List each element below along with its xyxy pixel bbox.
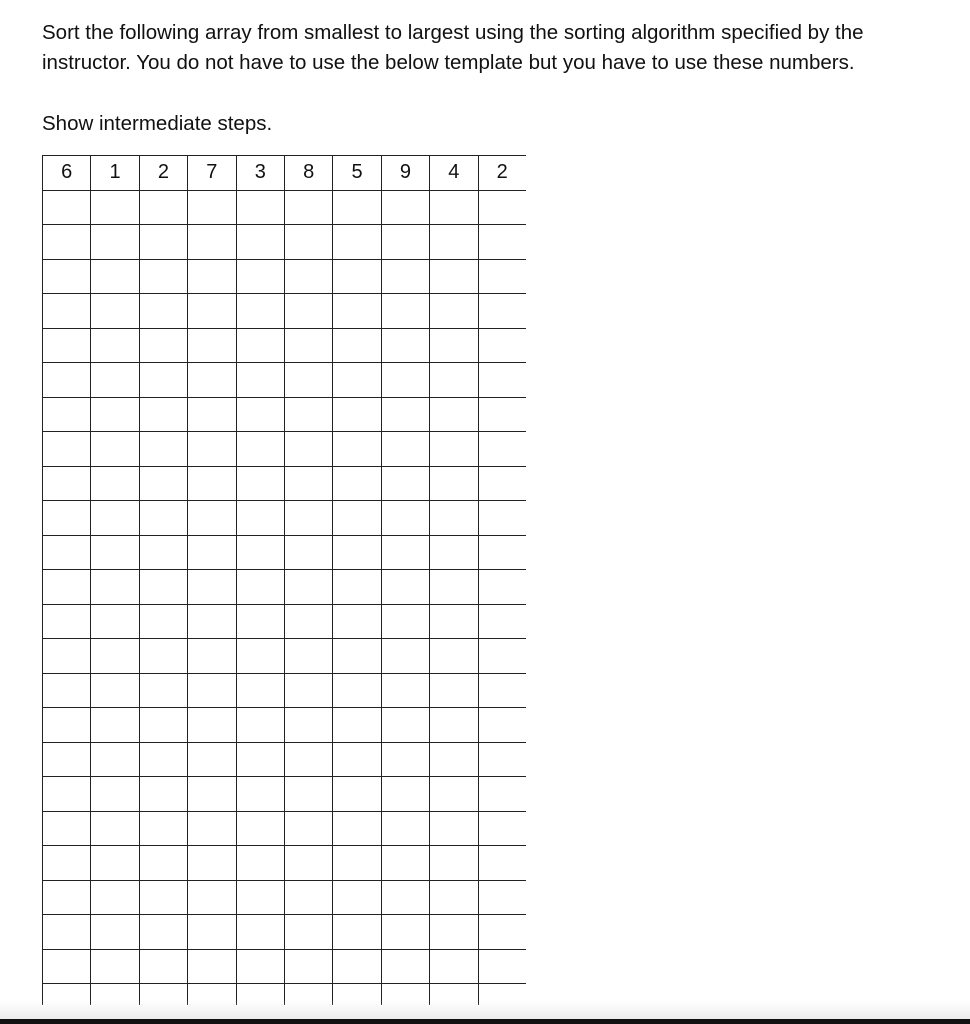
step-cell [333,535,381,570]
step-cell [139,811,187,846]
page-edge-shadow [0,1000,970,1019]
step-cell [284,949,332,984]
step-cell [478,363,526,398]
step-cell [381,708,429,743]
step-cell [139,397,187,432]
step-cell [284,432,332,467]
step-cell [284,190,332,225]
sort-table [42,155,526,1005]
step-cell [188,570,236,605]
step-cell [188,742,236,777]
step-cell [478,466,526,501]
step-cell [381,225,429,260]
step-cell [91,846,139,881]
step-cell [333,466,381,501]
step-cell [430,397,478,432]
step-cell [236,432,284,467]
step-cell [381,466,429,501]
step-cell [236,708,284,743]
step-cell [236,915,284,950]
step-cell [430,604,478,639]
step-cell [430,190,478,225]
step-cell [91,673,139,708]
step-cell [333,708,381,743]
steps-note: Show intermediate steps. [42,112,273,135]
step-cell [381,294,429,329]
step-cell [430,466,478,501]
step-cell [430,639,478,674]
step-cell [284,570,332,605]
step-cell [139,708,187,743]
step-cell [139,328,187,363]
step-cell [188,397,236,432]
step-cell [236,225,284,260]
step-cell [430,328,478,363]
step-cell [478,432,526,467]
array-cell: 2 [139,156,187,191]
step-cell [381,259,429,294]
step-cell [381,604,429,639]
step-cell [43,673,91,708]
step-cell [43,639,91,674]
step-cell [333,673,381,708]
array-cell: 3 [236,156,284,191]
step-cell [333,259,381,294]
step-cell [236,190,284,225]
step-cell [91,328,139,363]
step-cell [236,535,284,570]
step-cell [43,880,91,915]
step-row [43,811,527,846]
step-cell [188,915,236,950]
step-cell [381,777,429,812]
step-cell [333,742,381,777]
step-cell [236,397,284,432]
step-cell [430,501,478,536]
step-cell [139,501,187,536]
step-cell [430,811,478,846]
step-row [43,259,527,294]
step-cell [478,604,526,639]
step-cell [43,363,91,398]
step-cell [188,604,236,639]
step-cell [284,225,332,260]
step-cell [284,328,332,363]
step-cell [478,190,526,225]
step-cell [43,190,91,225]
step-cell [478,777,526,812]
step-cell [381,949,429,984]
step-cell [43,708,91,743]
step-cell [381,397,429,432]
step-row [43,363,527,398]
step-cell [430,363,478,398]
step-cell [236,328,284,363]
step-cell [139,673,187,708]
step-cell [478,570,526,605]
step-cell [284,915,332,950]
instructions-line-1: Sort the following array from smallest to largest using the sorting algorithm specified by the [42,21,864,44]
step-cell [430,880,478,915]
step-cell [91,949,139,984]
step-cell [91,190,139,225]
step-row [43,708,527,743]
step-cell [430,432,478,467]
step-cell [236,604,284,639]
step-cell [430,535,478,570]
step-cell [91,570,139,605]
step-cell [188,880,236,915]
step-cell [284,811,332,846]
step-row [43,777,527,812]
step-cell [139,880,187,915]
step-cell [381,880,429,915]
step-cell [333,501,381,536]
step-cell [91,880,139,915]
step-cell [236,949,284,984]
step-cell [139,190,187,225]
step-cell [284,535,332,570]
step-cell [188,328,236,363]
step-cell [43,777,91,812]
step-cell [91,708,139,743]
step-cell [236,501,284,536]
step-cell [430,225,478,260]
step-cell [284,880,332,915]
instructions [42,18,967,78]
step-cell [139,259,187,294]
step-cell [430,777,478,812]
step-cell [139,363,187,398]
step-row [43,673,527,708]
step-row [43,328,527,363]
step-cell [139,742,187,777]
step-cell [284,846,332,881]
step-cell [188,363,236,398]
step-row [43,225,527,260]
step-cell [139,604,187,639]
step-cell [188,501,236,536]
step-cell [236,466,284,501]
step-cell [43,811,91,846]
step-cell [188,225,236,260]
step-cell [43,225,91,260]
step-cell [333,777,381,812]
step-cell [43,397,91,432]
step-cell [188,846,236,881]
step-cell [139,846,187,881]
step-cell [478,328,526,363]
step-cell [381,501,429,536]
step-cell [91,363,139,398]
step-cell [139,432,187,467]
step-cell [478,639,526,674]
step-cell [91,915,139,950]
step-cell [284,259,332,294]
step-cell [91,225,139,260]
array-cell: 1 [91,156,139,191]
step-cell [381,328,429,363]
step-cell [430,742,478,777]
step-cell [188,294,236,329]
step-cell [333,328,381,363]
step-cell [236,777,284,812]
step-cell [284,673,332,708]
step-cell [381,535,429,570]
array-cell: 6 [43,156,91,191]
step-cell [139,225,187,260]
step-cell [333,880,381,915]
step-row [43,570,527,605]
step-cell [43,294,91,329]
step-cell [478,846,526,881]
step-cell [430,915,478,950]
step-cell [333,190,381,225]
step-cell [284,466,332,501]
step-cell [91,259,139,294]
step-cell [188,949,236,984]
step-cell [478,742,526,777]
step-cell [284,604,332,639]
step-cell [139,915,187,950]
step-cell [381,811,429,846]
step-cell [381,742,429,777]
step-cell [236,673,284,708]
step-cell [91,294,139,329]
step-cell [188,777,236,812]
array-cell: 8 [284,156,332,191]
step-cell [478,397,526,432]
step-cell [478,673,526,708]
step-cell [43,501,91,536]
step-cell [188,190,236,225]
step-cell [91,501,139,536]
step-cell [139,777,187,812]
step-cell [188,811,236,846]
step-cell [43,432,91,467]
step-cell [381,673,429,708]
step-row [43,397,527,432]
array-row [43,156,527,191]
step-cell [381,915,429,950]
step-row [43,294,527,329]
step-cell [236,259,284,294]
array-cell: 2 [478,156,526,191]
step-cell [236,363,284,398]
step-cell [284,397,332,432]
step-row [43,915,527,950]
step-cell [333,570,381,605]
step-cell [43,604,91,639]
step-cell [91,604,139,639]
step-cell [139,639,187,674]
step-cell [430,846,478,881]
step-cell [43,466,91,501]
step-cell [284,294,332,329]
step-cell [333,294,381,329]
step-cell [91,742,139,777]
step-cell [236,811,284,846]
step-cell [478,225,526,260]
step-row [43,604,527,639]
step-row [43,535,527,570]
step-cell [43,535,91,570]
step-cell [91,466,139,501]
step-cell [188,639,236,674]
step-cell [430,949,478,984]
step-cell [43,949,91,984]
step-cell [43,328,91,363]
step-cell [381,570,429,605]
step-row [43,880,527,915]
step-cell [430,259,478,294]
step-cell [139,535,187,570]
step-cell [139,570,187,605]
step-row [43,190,527,225]
step-cell [478,535,526,570]
step-cell [139,949,187,984]
step-cell [478,811,526,846]
step-cell [284,742,332,777]
step-cell [333,811,381,846]
step-cell [333,432,381,467]
step-cell [284,708,332,743]
step-cell [91,639,139,674]
step-row [43,466,527,501]
step-cell [91,811,139,846]
step-row [43,742,527,777]
step-cell [430,673,478,708]
step-cell [188,708,236,743]
step-cell [478,501,526,536]
step-cell [333,604,381,639]
step-row [43,432,527,467]
array-cell: 5 [333,156,381,191]
step-cell [236,880,284,915]
step-cell [188,259,236,294]
step-cell [430,708,478,743]
step-cell [91,397,139,432]
step-cell [478,880,526,915]
array-cell: 7 [188,156,236,191]
step-cell [333,225,381,260]
step-row [43,639,527,674]
step-cell [333,949,381,984]
sort-template-grid [42,155,526,1005]
page-bottom-border [0,1019,970,1024]
step-cell [381,846,429,881]
step-cell [91,777,139,812]
step-cell [236,742,284,777]
step-cell [43,846,91,881]
step-cell [381,363,429,398]
step-cell [381,432,429,467]
step-cell [284,777,332,812]
step-cell [43,259,91,294]
step-cell [333,397,381,432]
step-cell [236,639,284,674]
step-row [43,501,527,536]
step-cell [188,466,236,501]
step-cell [430,294,478,329]
step-cell [188,673,236,708]
step-cell [284,501,332,536]
step-cell [188,432,236,467]
step-cell [381,190,429,225]
step-cell [43,915,91,950]
step-cell [236,570,284,605]
array-cell: 4 [430,156,478,191]
step-row [43,846,527,881]
step-row [43,949,527,984]
step-cell [333,915,381,950]
step-cell [91,535,139,570]
step-cell [478,294,526,329]
step-cell [478,949,526,984]
step-cell [188,535,236,570]
step-cell [236,294,284,329]
step-cell [91,432,139,467]
step-cell [43,742,91,777]
step-cell [478,915,526,950]
step-cell [333,639,381,674]
step-cell [43,570,91,605]
step-cell [381,639,429,674]
step-cell [139,466,187,501]
step-cell [430,570,478,605]
step-cell [478,708,526,743]
step-cell [284,363,332,398]
step-cell [284,639,332,674]
step-cell [333,846,381,881]
step-cell [139,294,187,329]
instructions-line-2: instructor. You do not have to use the below template but you have to use these numbers. [42,51,855,74]
array-cell: 9 [381,156,429,191]
step-cell [236,846,284,881]
step-cell [478,259,526,294]
step-cell [333,363,381,398]
